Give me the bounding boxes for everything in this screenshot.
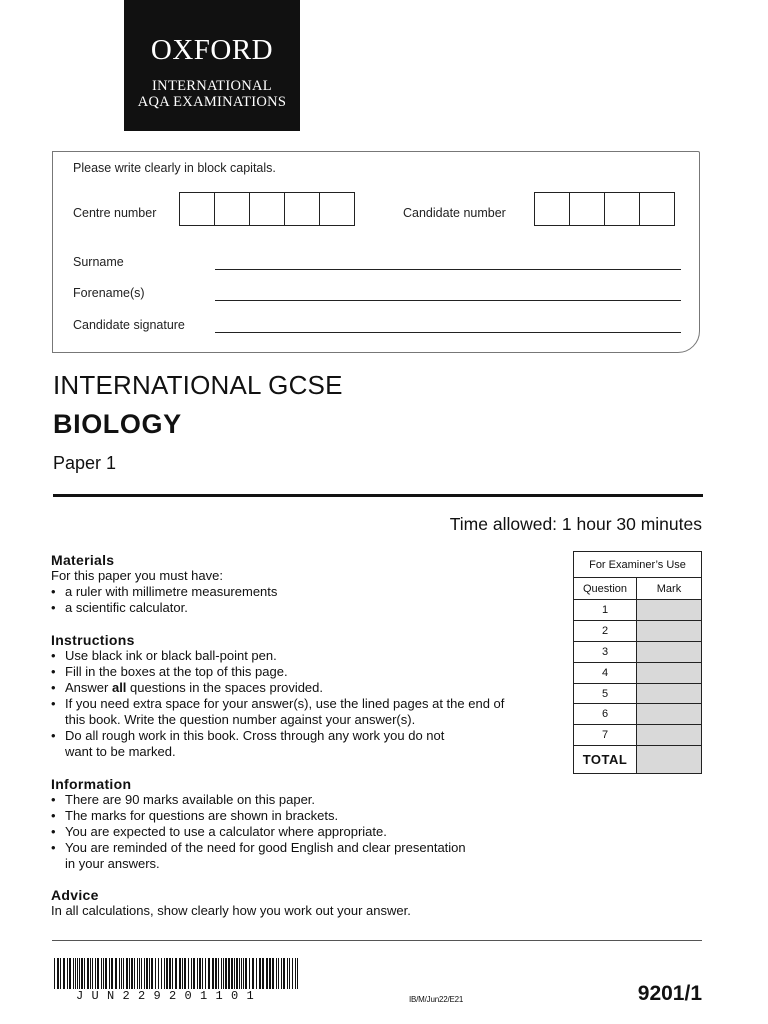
barcode-bar xyxy=(105,958,107,989)
instructions-item: Use black ink or black ball-point pen. xyxy=(65,648,277,663)
question-number: 1 xyxy=(574,600,637,621)
barcode-bar xyxy=(212,958,214,989)
paper-code: 9201/1 xyxy=(637,982,702,1005)
barcode-bar xyxy=(146,958,148,989)
instructions-item: Answer all questions in the spaces provided. xyxy=(65,680,324,695)
instructions-item: If you need extra space for your answer(s), use the lined pages at the end of this book. Write the question number against your answer(s). xyxy=(65,696,505,727)
barcode-bar xyxy=(245,958,247,989)
barcode-bar xyxy=(87,958,89,989)
barcode-bar xyxy=(139,958,140,989)
barcode-bar xyxy=(179,958,181,989)
candidate-number-digit-box[interactable] xyxy=(534,192,570,226)
barcode-bar xyxy=(252,958,254,989)
question-number: 3 xyxy=(574,641,637,662)
barcode-bar xyxy=(223,958,224,989)
information-section xyxy=(51,776,561,872)
barcode-bar xyxy=(67,958,68,989)
list-item: • The marks for questions are shown in brackets. xyxy=(51,808,339,823)
mark-cell xyxy=(637,662,702,683)
list-item: • You are reminded of the need for good English and clear presentation in your answers. xyxy=(51,840,466,871)
barcode-bar xyxy=(259,958,261,989)
barcode-bar xyxy=(77,958,78,989)
table-row xyxy=(574,725,702,746)
barcode-bar xyxy=(73,958,74,989)
centre-number-digit-box[interactable] xyxy=(319,192,355,226)
barcode-bar xyxy=(231,958,233,989)
barcode-bar xyxy=(199,958,201,989)
total-label: TOTAL xyxy=(574,746,637,774)
centre-number-digit-box[interactable] xyxy=(284,192,320,226)
instructions-item: Do all rough work in this book. Cross through any work you do not want to be marked. xyxy=(65,728,445,759)
title-divider xyxy=(53,494,703,497)
forename-label: Forename(s) xyxy=(73,286,145,300)
list-item: • You are expected to use a calculator where appropriate. xyxy=(51,824,387,839)
barcode-bar xyxy=(166,958,168,989)
barcode-bar xyxy=(121,958,122,989)
question-number: 2 xyxy=(574,620,637,641)
table-row xyxy=(574,600,702,621)
barcode-bar xyxy=(225,958,227,989)
information-item: The marks for questions are shown in brackets. xyxy=(65,808,339,823)
barcode-bar xyxy=(287,958,288,989)
centre-number-label: Centre number xyxy=(73,206,157,220)
barcode-bar xyxy=(79,958,80,989)
list-item: • a ruler with millimetre measurements xyxy=(51,584,278,599)
barcode-bar xyxy=(182,958,183,989)
footer-divider xyxy=(52,940,702,941)
barcode-bar xyxy=(188,958,189,989)
information-item: You are reminded of the need for good English and clear presentation in your answers. xyxy=(65,840,466,871)
block-capitals-instruction: Please write clearly in block capitals. xyxy=(73,161,276,175)
information-heading: Information xyxy=(51,776,132,792)
barcode-bar xyxy=(90,958,91,989)
barcode-bar xyxy=(234,958,235,989)
total-row xyxy=(574,746,702,774)
barcode-bar xyxy=(57,958,59,989)
barcode-bar xyxy=(295,958,296,989)
barcode-bar xyxy=(92,958,93,989)
barcode-bar xyxy=(134,958,135,989)
question-number: 7 xyxy=(574,725,637,746)
candidate-number-digit-box[interactable] xyxy=(569,192,605,226)
subject-title: BIOLOGY xyxy=(53,409,182,439)
barcode-bar xyxy=(149,958,150,989)
oxford-aqa-logo xyxy=(124,0,300,131)
materials-section xyxy=(51,552,551,616)
list-item: • Do all rough work in this book. Cross through any work you do not want to be marked. xyxy=(51,728,445,759)
surname-line[interactable] xyxy=(215,269,681,270)
mark-cell xyxy=(637,641,702,662)
question-number: 5 xyxy=(574,683,637,704)
barcode-bar xyxy=(184,958,186,989)
table-row xyxy=(574,704,702,725)
barcode-bar xyxy=(119,958,120,989)
barcode-bar xyxy=(272,958,274,989)
barcode-bar xyxy=(63,958,65,989)
examiner-table-title: For Examiner’s Use xyxy=(574,552,702,578)
information-item: There are 90 marks available on this paper. xyxy=(65,792,316,807)
barcode-bar xyxy=(256,958,257,989)
barcode-bar xyxy=(155,958,156,989)
candidate-number-digit-box[interactable] xyxy=(604,192,640,226)
examiner-use-table xyxy=(573,551,702,774)
total-mark-cell xyxy=(637,746,702,774)
barcode-bar xyxy=(236,958,238,989)
barcode-bar xyxy=(141,958,142,989)
emphasis-all: all xyxy=(111,680,127,695)
barcode-bar xyxy=(249,958,250,989)
barcode-bar xyxy=(95,958,96,989)
barcode-bar xyxy=(151,958,153,989)
barcode-bar xyxy=(241,958,242,989)
instructions-heading: Instructions xyxy=(51,632,135,648)
barcode-bar xyxy=(54,958,55,989)
question-number: 4 xyxy=(574,662,637,683)
barcode-text: JUN229201101 xyxy=(76,989,263,1003)
barcode-bar xyxy=(97,958,99,989)
barcode-bar xyxy=(69,958,71,989)
barcode-bar xyxy=(109,958,110,989)
barcode-bar xyxy=(262,958,264,989)
barcode-icon xyxy=(54,958,298,989)
question-number: 6 xyxy=(574,704,637,725)
candidate-number-field[interactable] xyxy=(535,192,675,226)
barcode-bar xyxy=(123,958,124,989)
materials-intro: For this paper you must have: xyxy=(51,568,223,583)
barcode-bar xyxy=(218,958,219,989)
barcode-bar xyxy=(169,958,171,989)
barcode-bar xyxy=(126,958,128,989)
barcode-bar xyxy=(84,958,85,989)
advice-section xyxy=(51,887,561,919)
mark-column-header: Mark xyxy=(637,578,702,600)
barcode-bar xyxy=(228,958,230,989)
qualification-title: INTERNATIONAL GCSE xyxy=(53,370,343,400)
barcode-bar xyxy=(101,958,102,989)
instructions-item: Fill in the boxes at the top of this page. xyxy=(65,664,288,679)
signature-line[interactable] xyxy=(215,332,681,333)
barcode-bar xyxy=(144,958,145,989)
list-item: • Fill in the boxes at the top of this page. xyxy=(51,664,288,679)
list-item: • If you need extra space for your answer(s), use the lined pages at the end of this book. Write the question number against your answer(s). xyxy=(51,696,505,727)
barcode-bar xyxy=(197,958,198,989)
barcode-bar xyxy=(221,958,222,989)
barcode-bar xyxy=(208,958,210,989)
barcode-bar xyxy=(191,958,192,989)
table-row xyxy=(574,641,702,662)
materials-heading: Materials xyxy=(51,552,115,568)
logo-line-aqa: AQA EXAMINATIONS xyxy=(137,94,287,110)
information-item: You are expected to use a calculator where appropriate. xyxy=(65,824,387,839)
candidate-number-label: Candidate number xyxy=(403,206,506,220)
barcode-bar xyxy=(278,958,279,989)
question-column-header: Question xyxy=(574,578,637,600)
barcode-bar xyxy=(175,958,177,989)
table-row xyxy=(574,662,702,683)
advice-text: In all calculations, show clearly how you work out your answer. xyxy=(51,903,411,918)
barcode-bar xyxy=(111,958,113,989)
barcode-bar xyxy=(193,958,195,989)
surname-label: Surname xyxy=(73,255,124,269)
mark-cell xyxy=(637,683,702,704)
barcode-bar xyxy=(276,958,277,989)
document-reference: IB/M/Jun22/E21 xyxy=(409,995,464,1004)
list-item: • There are 90 marks available on this paper. xyxy=(51,792,316,807)
barcode-bar xyxy=(131,958,133,989)
barcode-bar xyxy=(239,958,240,989)
barcode-bar xyxy=(115,958,117,989)
barcode-bar xyxy=(81,958,83,989)
instructions-section xyxy=(51,632,561,760)
barcode-bar xyxy=(266,958,268,989)
list-item: • a scientific calculator. xyxy=(51,600,188,615)
barcode-bar xyxy=(215,958,217,989)
mark-cell xyxy=(637,600,702,621)
time-allowed: Time allowed: 1 hour 30 minutes xyxy=(449,514,702,534)
barcode-bar xyxy=(60,958,61,989)
list-item: • Use black ink or black ball-point pen. xyxy=(51,648,277,663)
logo-line-international: INTERNATIONAL xyxy=(152,78,272,94)
mark-cell xyxy=(637,620,702,641)
materials-item: a scientific calculator. xyxy=(65,600,188,615)
barcode-bar xyxy=(202,958,203,989)
mark-cell xyxy=(637,725,702,746)
barcode-bar xyxy=(161,958,162,989)
barcode-bar xyxy=(172,958,173,989)
barcode-bar xyxy=(137,958,138,989)
barcode-bar xyxy=(292,958,293,989)
signature-label: Candidate signature xyxy=(73,318,185,332)
centre-number-digit-box[interactable] xyxy=(249,192,285,226)
barcode-bar xyxy=(281,958,282,989)
barcode-bar xyxy=(269,958,271,989)
forename-line[interactable] xyxy=(215,300,681,301)
barcode-bar xyxy=(289,958,290,989)
barcode-bar xyxy=(164,958,165,989)
barcode-bar xyxy=(158,958,159,989)
list-item: • Answer all questions in the spaces provided. xyxy=(51,680,324,695)
table-row xyxy=(574,683,702,704)
materials-item: a ruler with millimetre measurements xyxy=(65,584,278,599)
advice-heading: Advice xyxy=(51,887,99,903)
centre-number-digit-box[interactable] xyxy=(179,192,215,226)
table-row xyxy=(574,620,702,641)
candidate-number-digit-box[interactable] xyxy=(639,192,675,226)
barcode-bar xyxy=(297,958,298,989)
barcode-bar xyxy=(243,958,244,989)
barcode-bar xyxy=(283,958,285,989)
mark-cell xyxy=(637,704,702,725)
paper-title: Paper 1 xyxy=(53,453,117,473)
logo-line-oxford: OXFORD xyxy=(150,34,274,66)
barcode-bar xyxy=(75,958,76,989)
barcode-bar xyxy=(129,958,130,989)
centre-number-field[interactable] xyxy=(180,192,355,226)
barcode-bar xyxy=(205,958,206,989)
centre-number-digit-box[interactable] xyxy=(214,192,250,226)
barcode-bar xyxy=(103,958,104,989)
